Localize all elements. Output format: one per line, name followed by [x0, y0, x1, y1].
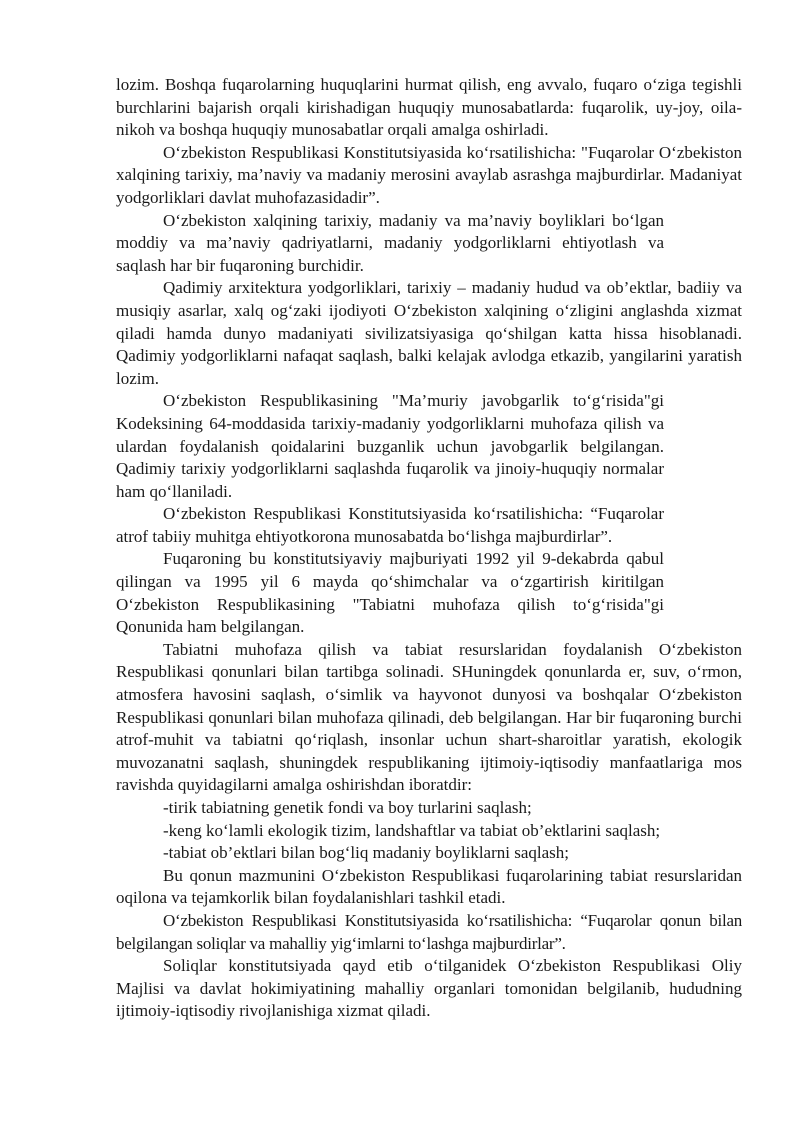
paragraph-constitution-nature: O‘zbekiston Respublikasi Konstitutsiyasida ko‘rsatilishicha: “Fuqarolar atrof tabiiy muhitga ehtiyotkorona munosabatda bo‘lishga majburdirlar”.	[116, 504, 664, 546]
list-item-genetic-fund: -tirik tabiatning genetik fondi va boy turlarini saqlash;	[163, 798, 532, 817]
paragraph-nature-protection-law: Fuqaroning bu konstitutsiyaviy majburiyati 1992 yil 9-dekabrda qabul qilingan va 1995 yil 6 mayda qo‘shimchalar va o‘zgartirish kiritilgan O‘zbekiston Respublikasining "Tabiatni muhofaza qilish to‘g‘risida"gi Qonunida ham belgilangan.	[116, 549, 664, 637]
paragraph-taxes-established: Soliqlar konstitutsiyada qayd etib o‘tilganidek O‘zbekiston Respublikasi Oliy Majlisi va davlat hokimiyatining mahalliy organlari tomonidan belgilanib, hududning ijtimoiy-iqtisodiy rivojlanishiga xizmat qiladi.	[116, 956, 742, 1021]
paragraph-administrative-code: O‘zbekiston Respublikasining "Ma’muriy javobgarlik to‘g‘risida"gi Kodeksining 64-moddasida tarixiy-madaniy yodgorliklarni muhofaza qilish va ulardan foydalanish qoidalarini buzganlik uchun javobgarlik belgilangan. Qadimiy tarixiy yodgorliklarni saqlashda fuqarolik va jinoiy-huquqiy normalar ham qo‘llaniladi.	[116, 391, 664, 501]
paragraph-natural-resources: Tabiatni muhofaza qilish va tabiat resurslaridan foydalanish O‘zbekiston Respublikasi qonunlari bilan tartibga solinadi. SHuningdek qonunlarda er, suv, o‘rmon, atmosfera havosini saqlash, o‘simlik va hayvonot dunyosi va boshqalar O‘zbekiston Respublikasi qonunlari bilan muhofaza qilinadi, deb belgilangan. Har bir fuqaroning burchi atrof-muhit va tabiatni qo‘riqlash, insonlar uchun shart-sharoitlar yaratish, ekologik muvozanatni saqlash, shuningdek respublikaning ijtimoiy-iqtisodiy manfaatlariga mos ravishda quyidagilarni amalga oshirishdan iboratdir:	[116, 639, 742, 795]
paragraph-constitution-taxes: O‘zbekiston Respublikasi Konstitutsiyasida ko‘rsatilishicha: “Fuqarolar qonun bilan belgilangan soliqlar va mahalliy yig‘imlarni to‘lashga majburdirlar”.	[116, 910, 742, 953]
paragraph-citizen-rights: lozim. Boshqa fuqarolarning huquqlarini hurmat qilish, eng avvalo, fuqaro o‘ziga tegishli burchlarini bajarish orqali kirishadigan huquqiy munosabatlarda: fuqarolik, uy-joy, oila-nikoh va boshqa huquqiy munosabatlar orqali amalga oshirladi.	[116, 75, 742, 140]
list-item-ecosystem: -keng ko‘lamli ekologik tizim, landshaftlar va tabiat ob’ektlarini saqlash;	[163, 820, 661, 840]
paragraph-cultural-wealth: O‘zbekiston xalqining tarixiy, madaniy va ma’naviy boyliklari bo‘lgan moddiy va ma’naviy qadriyatlarni, madaniy yodgorliklarni ehtiyotlash va saqlash har bir fuqaroning burchidir.	[116, 210, 664, 275]
document-page	[116, 74, 742, 1023]
list-item-cultural-wealth: -tabiat ob’ektlari bilan bog‘liq madaniy boyliklarni saqlash;	[163, 843, 570, 863]
paragraph-law-content: Bu qonun mazmunini O‘zbekiston Respublikasi fuqarolarining tabiat resurslaridan oqilona va tejamkorlik bilan foydalanishlari tashkil etadi.	[116, 865, 742, 908]
paragraph-ancient-monuments: Qadimiy arxitektura yodgorliklari, tarixiy – madaniy hudud va ob’ektlar, badiiy va musiqiy asarlar, xalq og‘zaki ijodiyoti O‘zbekiston xalqining o‘zligini anglashda xizmat qiladi hamda dunyo madaniyati sivilizatsiyasiga qo‘shilgan katta hissa hisoblanadi. Qadimiy yodgorliklarni nafaqat saqlash, balki kelajak avlodga etkazib, yangilarini yaratish lozim.	[116, 278, 742, 388]
paragraph-constitution-heritage: O‘zbekiston Respublikasi Konstitutsiyasida ko‘rsatilishicha: "Fuqarolar O‘zbekiston xalqining tarixiy, ma’naviy va madaniy merosini avaylab asrashga majburdirlar. Madaniyat yodgorliklari davlat muhofazasidadir”.	[116, 142, 742, 207]
